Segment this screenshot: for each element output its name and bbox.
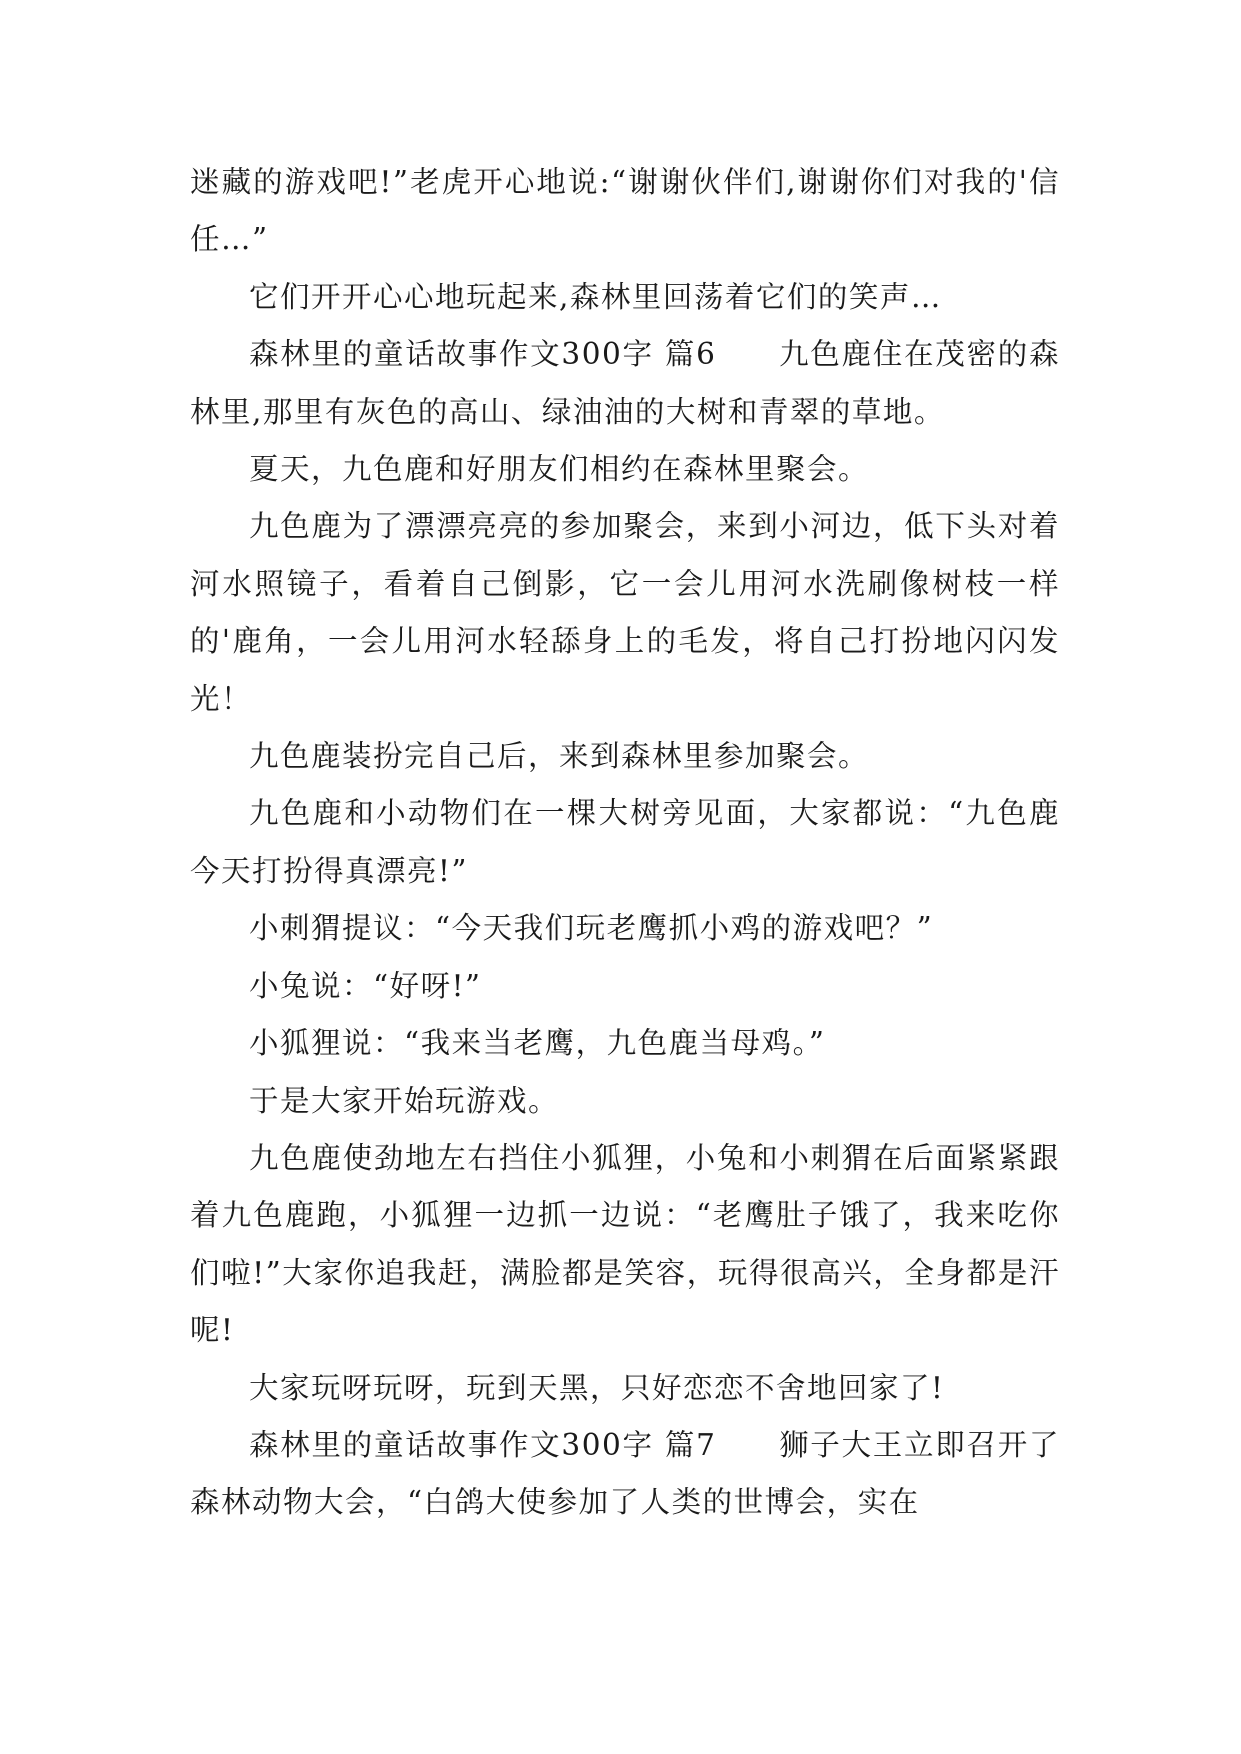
paragraph: 九色鹿装扮完自己后，来到森林里参加聚会。: [249, 739, 870, 774]
paragraph: 它们开开心心地玩起来,森林里回荡着它们的笑声…: [249, 279, 942, 314]
article-body: [190, 154, 1060, 1532]
paragraph: 于是大家开始玩游戏。: [249, 1083, 560, 1118]
paragraph: 小兔说：“好呀!”: [249, 968, 482, 1003]
paragraph: 夏天，九色鹿和好朋友们相约在森林里聚会。: [249, 452, 870, 487]
paragraph: 九色鹿为了漂漂亮亮的参加聚会，来到小河边，低下头对着河水照镜子，看着自己倒影，它一会儿用河水洗刷像树枝一样的'鹿角，一会儿用河水轻舔身上的毛发，将自己打扮地闪闪发光！: [190, 509, 1060, 716]
paragraph: 小刺猬提议：“今天我们玩老鹰抓小鸡的游戏吧？”: [249, 911, 934, 946]
paragraph: 九色鹿和小动物们在一棵大树旁见面，大家都说：“九色鹿今天打扮得真漂亮!”: [190, 796, 1060, 888]
paragraph: 小狐狸说：“我来当老鹰，九色鹿当母鸡。”: [249, 1026, 826, 1061]
paragraph: 迷藏的游戏吧!”老虎开心地说:“谢谢伙伴们,谢谢你们对我的'信任…”: [190, 165, 1060, 257]
paragraph: 森林里的童话故事作文300字 篇7 狮子大王立即召开了森林动物大会，“白鸽大使参加了人类的世博会，实在: [190, 1427, 1060, 1520]
paragraph: 森林里的童话故事作文300字 篇6 九色鹿住在茂密的森林里,那里有灰色的高山、绿油油的大树和青翠的草地。: [190, 337, 1060, 429]
paragraph: 九色鹿使劲地左右挡住小狐狸，小兔和小刺猬在后面紧紧跟着九色鹿跑，小狐狸一边抓一边说：“老鹰肚子饿了，我来吃你们啦!”大家你追我赶，满脸都是笑容，玩得很高兴，全身都是汗呢!: [190, 1140, 1060, 1348]
paragraph: 大家玩呀玩呀，玩到天黑，只好恋恋不舍地回家了!: [249, 1370, 945, 1405]
